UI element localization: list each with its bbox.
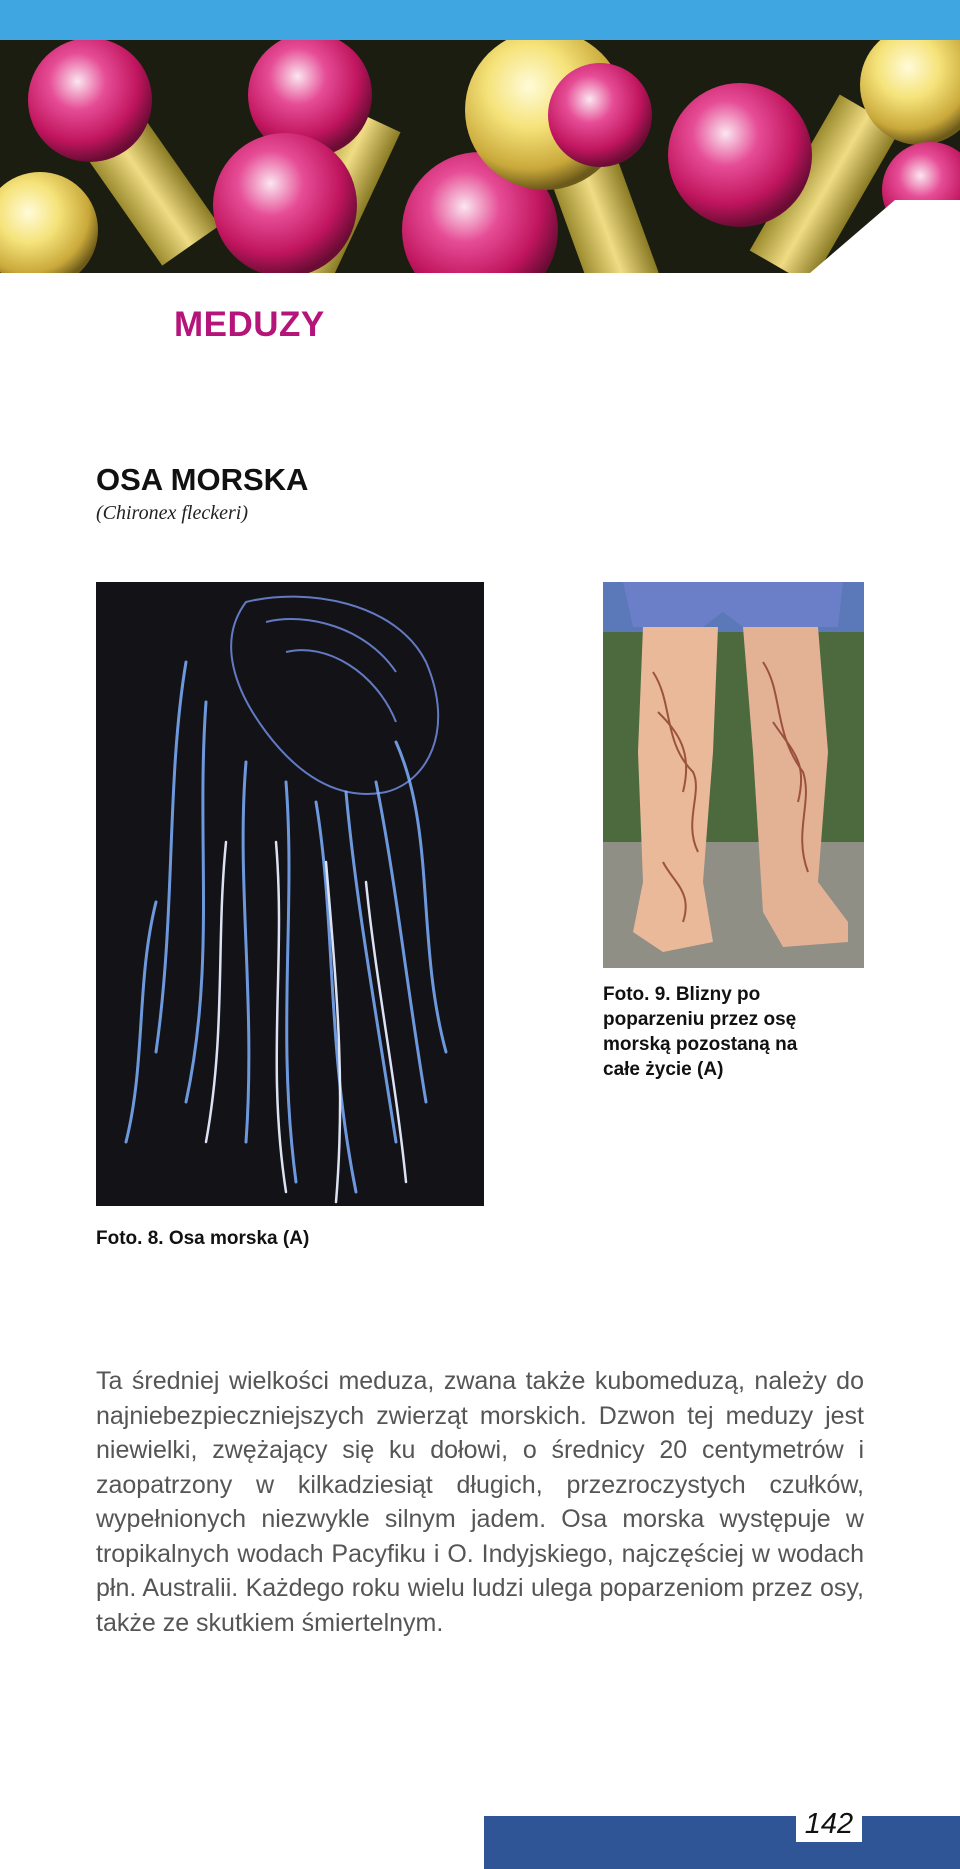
photo-sting-scars [603,582,864,968]
section-title: MEDUZY [174,305,325,344]
top-accent-bar [0,0,960,40]
photo-9-caption: Foto. 9. Blizny po poparzeniu przez osę morską pozostaną na całe życie (A) [603,984,798,1080]
footer-accent-bar [484,1816,960,1869]
header-banner-image [0,40,960,273]
body-paragraph: Ta średniej wielkości meduza, zwana także kubomeduzą, należy do najniebezpieczniejszych zwierząt morskich. Dzwon tej meduzy jest niewielki, zwężający się ku dołowi, o średnicy 20 centymetrów i zaopatrzony w kilkadziesiąt długich, przezroczystych czułków, wypełnionych niezwykle silnym jadem. Osa morska występuje w tropikalnych wodach Pacyfiku i O. Indyjskiego, najczęściej w wodach płn. Australii. Każdego roku wielu ludzi ulega poparzeniom przez osy, także ze skutkiem śmiertelnym. [96,1367,864,1637]
photo-box-jellyfish [96,582,484,1206]
page-number: 142 [804,1808,854,1840]
photo-8-caption: Foto. 8. Osa morska (A) [96,1228,310,1249]
species-latin-name: (Chironex fleckeri) [96,502,248,524]
species-name: OSA MORSKA [96,462,309,497]
